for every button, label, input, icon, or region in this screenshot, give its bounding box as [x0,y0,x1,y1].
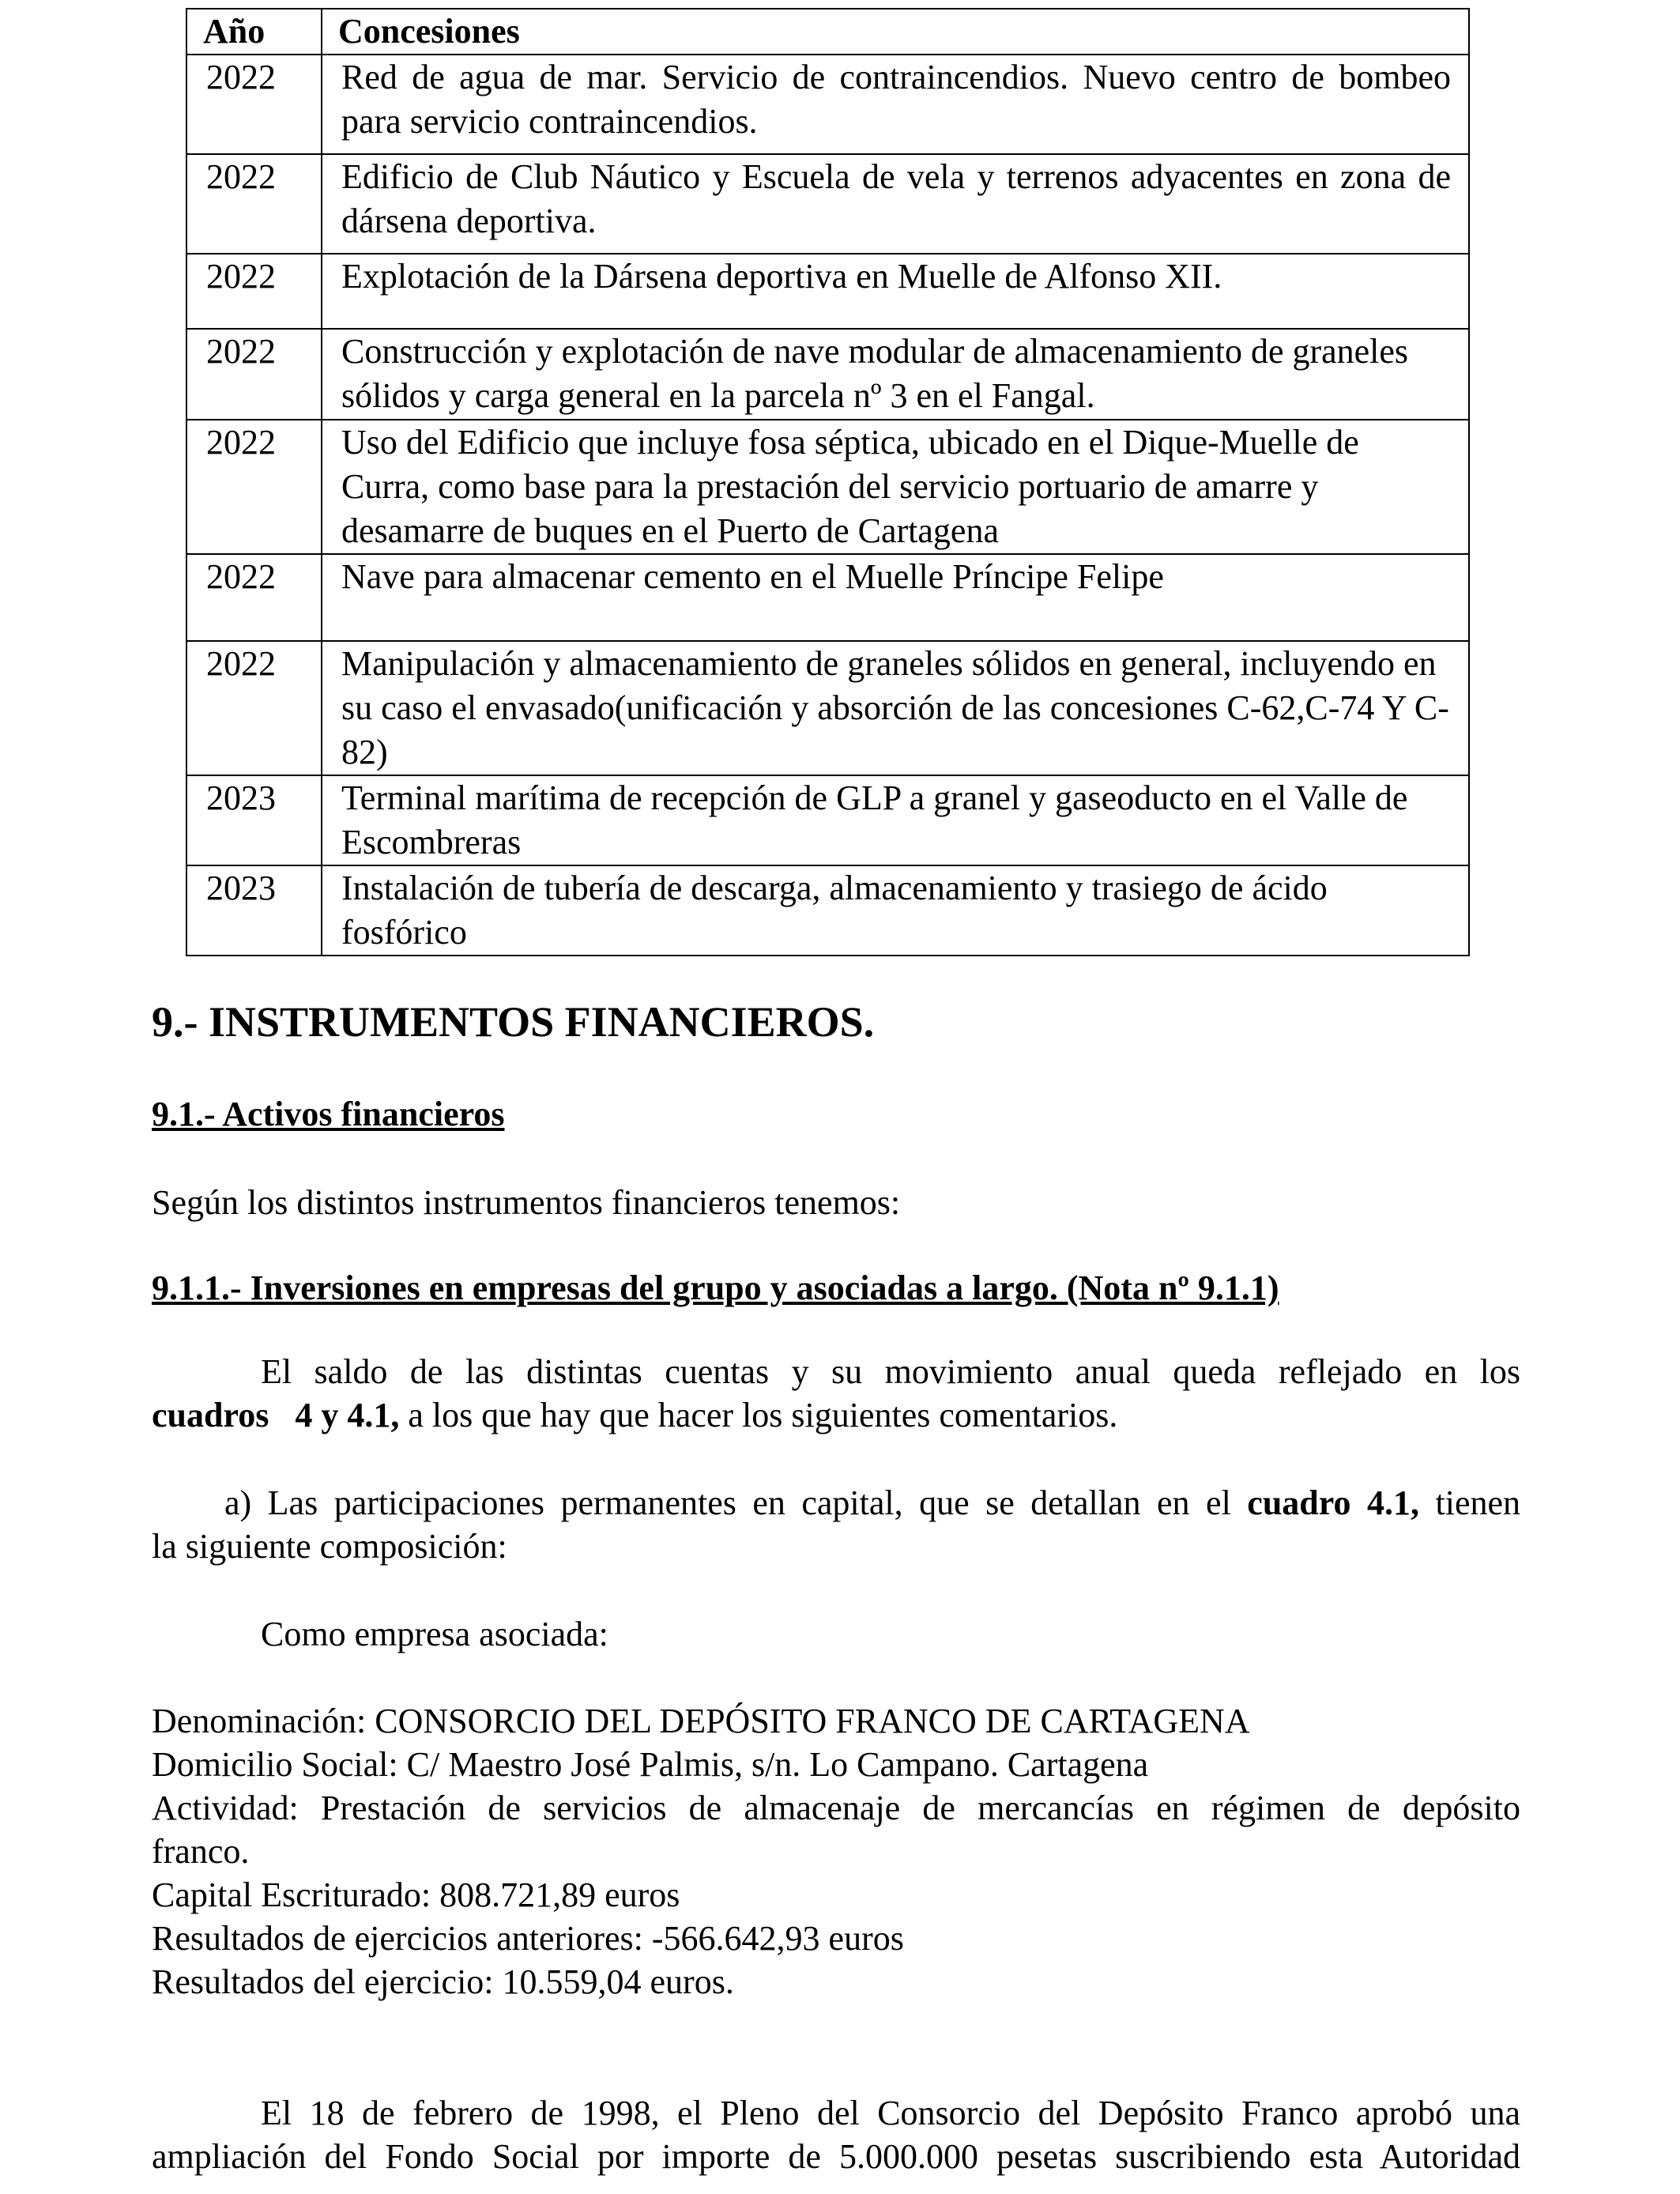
row-concession: Manipulación y almacenamiento de graneles sólidos en general, incluyendo en su caso el envasado(unificación y absorción de las concesiones C-62,C-74 Y C-82) [322,641,1469,775]
subsubsection-title: 9.1.1.- Inversiones en empresas del grupo y asociadas a largo. (Nota nº 9.1.1) [152,1269,1279,1307]
company-address: Domicilio Social: C/ Maestro José Palmis, s/n. Lo Campano. Cartagena [152,1745,1149,1784]
row-year: 2022 [186,641,322,775]
company-name: Denominación: CONSORCIO DEL DEPÓSITO FRANCO DE CARTAGENA [152,1702,1250,1740]
table-row [186,55,1469,154]
table-row [186,641,1469,775]
paragraph-line: El saldo de las distintas cuentas y su movimiento anual queda reflejado en los [261,1352,1520,1391]
year-column-header: Año [186,9,322,55]
table-row [186,154,1469,254]
paragraph-text: a) Las participaciones permanentes en capital, que se detallan en el [224,1483,1231,1522]
row-concession: Explotación de la Dársena deportiva en Muelle de Alfonso XII. [322,254,1469,329]
associated-label: Como empresa asociada: [261,1615,608,1653]
paragraph-line: El 18 de febrero de 1998, el Pleno del Consorcio del Depósito Franco aprobó una [261,2094,1520,2132]
paragraph-line [152,1481,1520,1525]
company-capital: Capital Escriturado: 808.721,89 euros [152,1875,680,1914]
table-row [186,329,1469,420]
table-row [186,865,1469,956]
company-activity: Actividad: Prestación de servicios de almacenaje de mercancías en régimen de depósito [152,1789,1520,1827]
paragraph-text: a los que hay que hacer los siguientes comentarios. [408,1396,1118,1434]
table-row [186,420,1469,554]
row-year: 2022 [186,554,322,641]
row-year: 2022 [186,420,322,554]
bold-text: 4 y 4.1, [295,1396,400,1434]
section-title: 9.- INSTRUMENTOS FINANCIEROS. [152,998,875,1046]
company-current-results: Resultados del ejercicio: 10.559,04 euros. [152,1962,734,2001]
row-concession: Edificio de Club Náutico y Escuela de vela y terrenos adyacentes en zona de dársena deportiva. [322,154,1469,254]
row-concession: Terminal marítima de recepción de GLP a granel y gaseoducto en el Valle de Escombreras [322,775,1469,865]
row-concession: Nave para almacenar cemento en el Muelle Príncipe Felipe [322,554,1469,641]
bold-text: cuadro 4.1, [1247,1483,1419,1522]
paragraph-participations [152,1481,1520,1568]
concessions-table [186,8,1470,956]
row-year: 2022 [186,154,322,254]
row-year: 2023 [186,775,322,865]
concession-column-header: Concesiones [322,9,1469,55]
paragraph-text: tienen [1435,1483,1521,1522]
paragraph-line: ampliación del Fondo Social por importe de 5.000.000 pesetas suscribiendo esta Autoridad [152,2137,1520,2176]
company-prior-results: Resultados de ejercicios anteriores: -566.642,93 euros [152,1919,904,1958]
company-details [152,1699,1520,2004]
row-year: 2022 [186,55,322,154]
subsection-title: 9.1.- Activos financieros [152,1095,505,1133]
table-row [186,775,1469,865]
bold-text: cuadros [152,1396,269,1434]
paragraph-balances [152,1350,1520,1437]
company-activity-cont: franco. [152,1832,250,1871]
row-concession: Red de agua de mar. Servicio de contraincendios. Nuevo centro de bombeo para servicio contraincendios. [322,55,1469,154]
row-year: 2022 [186,329,322,420]
row-concession: Construcción y explotación de nave modular de almacenamiento de graneles sólidos y carga general en la parcela nº 3 en el Fangal. [322,329,1469,420]
table-row [186,554,1469,641]
paragraph-line: la siguiente composición: [152,1527,507,1566]
row-concession: Instalación de tubería de descarga, almacenamiento y trasiego de ácido fosfórico [322,865,1469,956]
row-year: 2023 [186,865,322,956]
table-header-row [186,9,1469,55]
table-row [186,254,1469,329]
paragraph-1998 [152,2091,1520,2178]
row-year: 2022 [186,254,322,329]
intro-text: Según los distintos instrumentos financieros tenemos: [152,1183,901,1222]
paragraph-line [152,1393,1520,1437]
row-concession: Uso del Edificio que incluye fosa séptica, ubicado en el Dique-Muelle de Curra, como base para la prestación del servicio portuario de amarre y desamarre de buques en el Puerto de Cartagena [322,420,1469,554]
